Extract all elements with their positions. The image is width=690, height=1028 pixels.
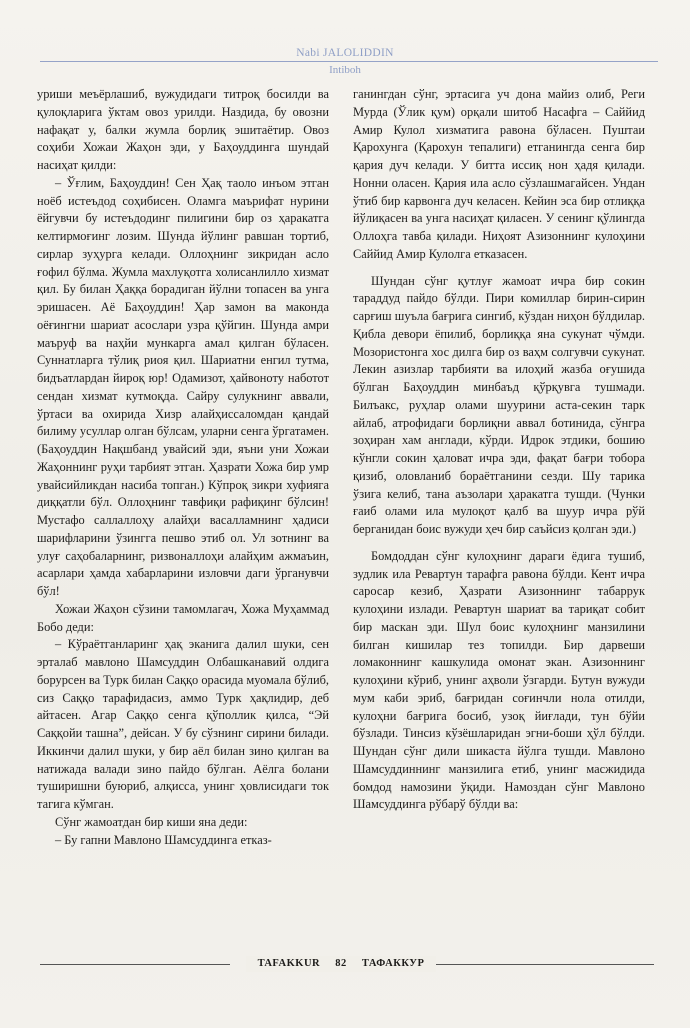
footer-rule-right	[434, 964, 654, 965]
paragraph: – Ўғлим, Баҳоуддин! Сен Ҳақ таоло инъом этган ноёб истеъдод соҳибисен. Оламга маърифат нурини ёйгувчи бу истеъдодинг пилигини бир оз ҳаракатга келтирмоғинг лозим. Шунда йўлинг равшан тортиб, сирлар зуҳурга келади. Оллоҳнинг зикридан асло ғофил бўлма. Жумла махлуқотга холисанлилло хизмат қил. Бу билан Ҳаққа борадиган йўлни топасен ва унга эришасен. Аё Баҳоуддин! Ҳар замон ва маконда оёғингни шариат асослари узра қўйгин. Шунда амри маъруф ва наҳйи мункарга амал қилган бўласен. Суннатларга тўлиқ риоя қил. Шариатни енгил тутма, бидъатлардан йироқ юр! Одамизот, ҳайвоноту наботот сендан хизмат кутмоқда. Сайру сулукнинг аввали, ўртаси ва охирида Хизр алайҳиссаломдан қандай билиму усуллар олган бўлсам, уларни сенга ўргатамен. (Баҳоуддин Нақшбанд увайсий эди, яъни уни Хожаи Жаҳоннинг руҳи тарбият этган. Ҳазрати Хожа бир умр увайсийликдан насиба топган.) Кўпроқ зикри хуфияга диққатли бўл. Оллоҳнинг тавфиқи рафиқинг бўлсин! Мустафо саллаллоҳу алайҳи васалламнинг ҳадиси шарифларини ўзингга пешво этиб ол. Ул зотнинг ва улуғ саҳобаларнинг, ризвоналлоҳи алайҳим ажмаъин, асарлари ҳамда хабарларини изловчи даги ўрганувчи бўл!	[37, 175, 329, 598]
header-rule	[40, 61, 658, 62]
paragraph: Бомдоддан сўнг кулоҳнинг дараги ёдига тушиб, зудлик ила Ревартун тарафга равона бўлди. Кент ичра саросар кезиб, Ҳазрати Азизоннинг табаррук кулоҳини излади. Ревартун шариат ва тариқат собит бир маскан эди. Шул боис кулоҳнинг манзилини билган кишилар тез топилди. Бир дарвеши ломаконнинг кашкулида омонат экан. Азизоннинг кулоҳини кўриб, унинг аҳволи ўзгарди. Бутун вужуди мум каби эриб, бағридан соғинчли нола отилди, кулоҳни бағрига босиб, узоқ йиғлади, тун бўйи бўзлади. Тинсиз кўзёшларидан эгни-боши ҳўл бўлди. Шундан сўнг дили шикаста йўлга тушди. Мавлоно Шамсуддиннинг манзилига етиб, унинг масжидида бомдод намозини ўқиди. Намоздан сўнг Мавлоно Шамсуддинга рўбарў бўлди ва:	[353, 548, 645, 812]
text-column-right	[353, 86, 645, 814]
footer-magazine-latin: TAFAKKUR	[257, 958, 321, 969]
section-title: Intiboh	[329, 64, 361, 76]
running-header	[0, 46, 690, 60]
paragraph: уриши меъёрлашиб, вужудидаги титроқ босилди ва қулоқларига ўктам овоз урилди. Наздида, бу овозни нафақат у, балки жумла борлиқ эшитаётир. Овоз соҳиби Хожаи Жаҳон эди, у Баҳоуддинга шундай насиҳат қилди:	[37, 87, 329, 172]
paragraph: – Кўраётганларинг ҳақ эканига далил шуки, сен эрталаб мавлоно Шамсуддин Олбашканавий олдига борурсен ва Турк билан Саққо орасида муомала бўлиб, сиз Саққо тарафидасиз, аммо Турк ҳақлидир, деб айтасен. Агар Саққо сенга қўполлик қилса, “Эй Саққойи ташна”, дейсан. У бу сўзнинг сирини билади. Иккинчи далил шуки, у бир аёл билан зино қилган ва натижада валади зино пайдо бўлган. Аёлга болани туширишни буюриб, алқисса, унинг ҳовлисидаги ток тагига кўмган.	[37, 637, 329, 811]
footer-rule-left	[40, 964, 230, 965]
page-number: 82	[335, 958, 347, 969]
paragraph: – Бу гапни Мавлоно Шамсуддинга етказ-	[55, 832, 272, 847]
paragraph: ганингдан сўнг, эртасига уч дона майиз олиб, Реги Мурда (Ўлик қум) орқали шитоб Насафга – Саййид Амир Кулол хизматига равона бўласен. Пуштаи Қарохунга (Қарохун тепалиги) етганингда сенга бир қария дуч келади. У битта иссиқ нон ҳадя қилади. Нонни оласен. Қария ила асло сўзлашмагайсен. Ундан ўтиб бир карвонга дуч келасен. Кейин эса бир отлиққа йўлиқасен ва унга насиҳат қиласен. У сенинг қўлингда Оллоҳга тавба қилади. Ниҳоят Азизоннинг кулоҳини Саййид Амир Кулолга етказасен.	[353, 87, 645, 261]
paragraph: Хожаи Жаҳон сўзини тамомлагач, Хожа Муҳаммад Бобо деди:	[37, 601, 329, 634]
paragraph: Сўнг жамоатдан бир киши яна деди:	[55, 814, 248, 829]
author-name: Nabi JALOLIDDIN	[296, 47, 394, 59]
page-footer	[0, 956, 690, 972]
footer-label	[246, 956, 436, 972]
text-column-left	[37, 86, 329, 849]
footer-magazine-cyrillic: ТАФАККУР	[361, 958, 425, 969]
paragraph: Шундан сўнг қутлуғ жамоат ичра бир сокин тараддуд пайдо бўлди. Пири комиллар бирин-сирин сарғиш шуъла бағрига сингиб, кўздан ниҳон бўлдилар. Қибла девори ёпилиб, борлиққа яна сукунат чўмди. Мозористонга хос дилга бир оз ваҳм солгувчи сукунат. Лекин азизлар тарбияти ва илоҳий жазба оғушида бўлган Баҳоуддин минбаъд қўрқувга тушмади. Билъакс, руҳлар олами шуурини аста-секин тарк айлаб, атрофидаги борлиқни аввал ботинида, сўнгра зоҳиран хам англади, кўрди. Идрок этдики, бошию кўнгли сокин ҳаловат ичра эди, фақат бағри тобора қизиб, оловланиб бораётганини сезди. Шу тарика ўзига келиб, тана аъзолари ҳаракатга тушди. (Чунки ғаиб олами ила мулоқот қалб ва шуур ичра рўй берганидан боис вужуди ҳеч бир саъйсиз қолган эди.)	[353, 273, 645, 536]
